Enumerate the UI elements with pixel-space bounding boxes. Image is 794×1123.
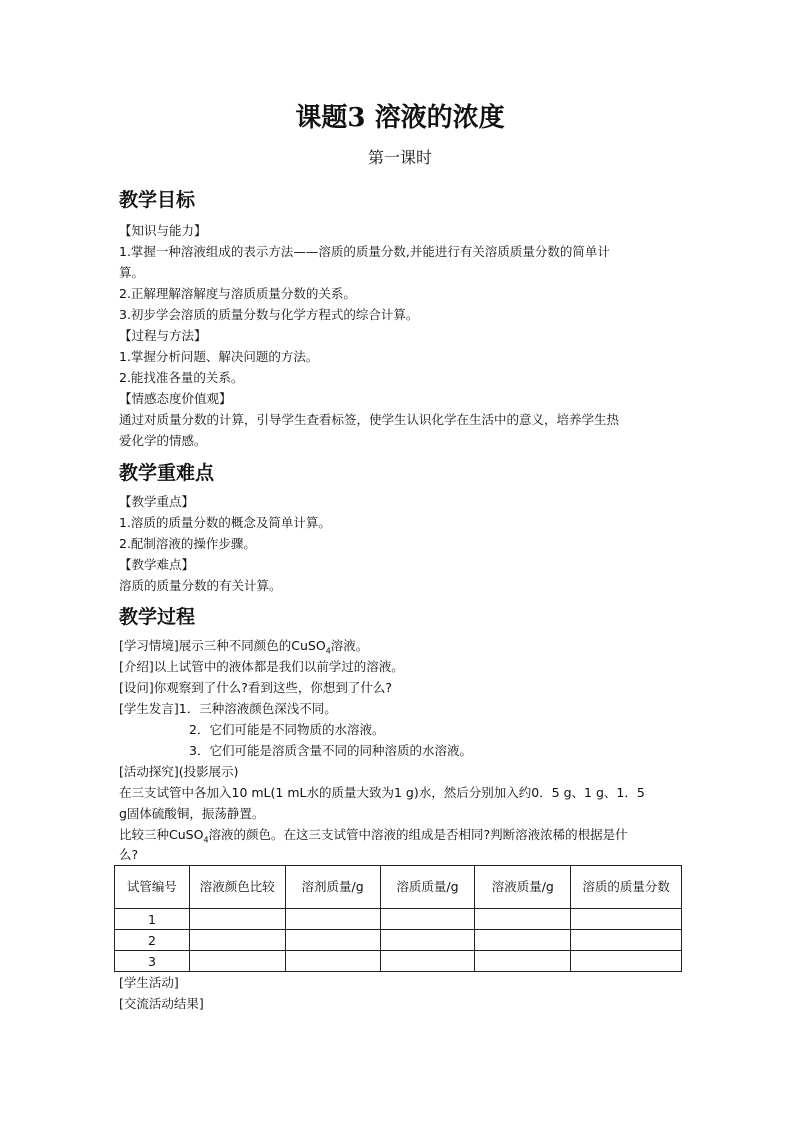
text-line: 通过对质量分数的计算，引导学生查看标签，使学生认识化学在生活中的意义，培养学生热: [119, 412, 620, 427]
table-cell: [380, 951, 475, 972]
table-cell: [285, 951, 380, 972]
table-cell: [475, 930, 571, 951]
table-cell: [380, 909, 475, 930]
table-row: [115, 951, 682, 972]
text-line: 比较三种CuSO$_4$溶液的颜色。在这三支试管中溶液的组成是否相同?判断溶液浓稀的根据是什: [119, 827, 628, 845]
table-cell: [571, 951, 682, 972]
table-cell: 2: [115, 930, 190, 951]
text-line: [交流活动结果]: [119, 996, 204, 1011]
table-header-cell: 溶液质量/g: [475, 866, 571, 909]
text-line: g固体硫酸铜，振荡静置。: [119, 806, 265, 821]
text-line: 1.掌握一种溶液组成的表示方法——溶质的质量分数,并能进行有关溶质质量分数的简单计: [119, 244, 610, 259]
text-line: 2．它们可能是不同物质的水溶液。: [189, 722, 385, 737]
table-cell: [189, 930, 285, 951]
table-header-cell: 溶剂质量/g: [285, 866, 380, 909]
text-line: 【过程与方法】: [119, 328, 207, 343]
text-line: 2.正解理解溶解度与溶质质量分数的关系。: [119, 286, 356, 301]
text-line: [学生活动]: [119, 975, 179, 990]
text-line: 么?: [119, 847, 139, 862]
table-header-cell: 溶质质量/g: [380, 866, 475, 909]
text-line: 3．它们可能是溶质含量不同的同种溶质的水溶液。: [189, 743, 472, 758]
text-line: 1.溶质的质量分数的概念及简单计算。: [119, 515, 331, 530]
text-line: 溶质的质量分数的有关计算。: [119, 578, 282, 593]
table-header-cell: 溶质的质量分数: [571, 866, 682, 909]
heading-key-difficulties: 教学重难点: [119, 462, 215, 484]
data-table: [114, 865, 682, 972]
table-row: [115, 930, 682, 951]
text-line: 3.初步学会溶质的质量分数与化学方程式的综合计算。: [119, 307, 419, 322]
table-header-row: [115, 866, 682, 909]
text-line: 算。: [119, 265, 145, 280]
text-line: [介绍]以上试管中的液体都是我们以前学过的溶液。: [119, 659, 404, 674]
text-line: 【教学难点】: [119, 557, 195, 572]
text-line: [活动探究](投影展示): [119, 764, 239, 779]
table-cell: [189, 909, 285, 930]
text-line: 2.能找准各量的关系。: [119, 370, 244, 385]
table-cell: [380, 930, 475, 951]
table-cell: [285, 909, 380, 930]
page-subtitle: 第一课时: [367, 148, 432, 167]
text-line: 【情感态度价值观】: [119, 391, 232, 406]
table-cell: [571, 930, 682, 951]
table-cell: [475, 951, 571, 972]
heading-teaching-process: 教学过程: [119, 606, 196, 628]
table-header-cell: 溶液颜色比较: [189, 866, 285, 909]
heading-teaching-goals: 教学目标: [119, 189, 196, 211]
table-cell: [475, 909, 571, 930]
table-cell: [571, 909, 682, 930]
page-title: 课题3 溶液的浓度: [295, 103, 505, 133]
table-header-cell: 试管编号: [115, 866, 190, 909]
text-line: [学习情境]展示三种不同颜色的CuSO$_4$溶液。: [119, 638, 369, 656]
text-line: [设问]你观察到了什么?看到这些，你想到了什么?: [119, 680, 393, 695]
table-cell: [285, 930, 380, 951]
text-line: 【知识与能力】: [119, 223, 207, 238]
table-row: [115, 909, 682, 930]
table-cell: 3: [115, 951, 190, 972]
text-line: 1.掌握分析问题、解决问题的方法。: [119, 349, 319, 364]
text-line: 爱化学的情感。: [119, 433, 207, 448]
text-line: 2.配制溶液的操作步骤。: [119, 536, 256, 551]
text-line: [学生发言]1．三种溶液颜色深浅不同。: [119, 701, 337, 716]
table-cell: 1: [115, 909, 190, 930]
text-line: 在三支试管中各加入10 mL(1 mL水的质量大致为1 g)水，然后分别加入约0．5 g、1 g、1．5: [119, 785, 645, 800]
table-cell: [189, 951, 285, 972]
text-line: 【教学重点】: [119, 494, 195, 509]
